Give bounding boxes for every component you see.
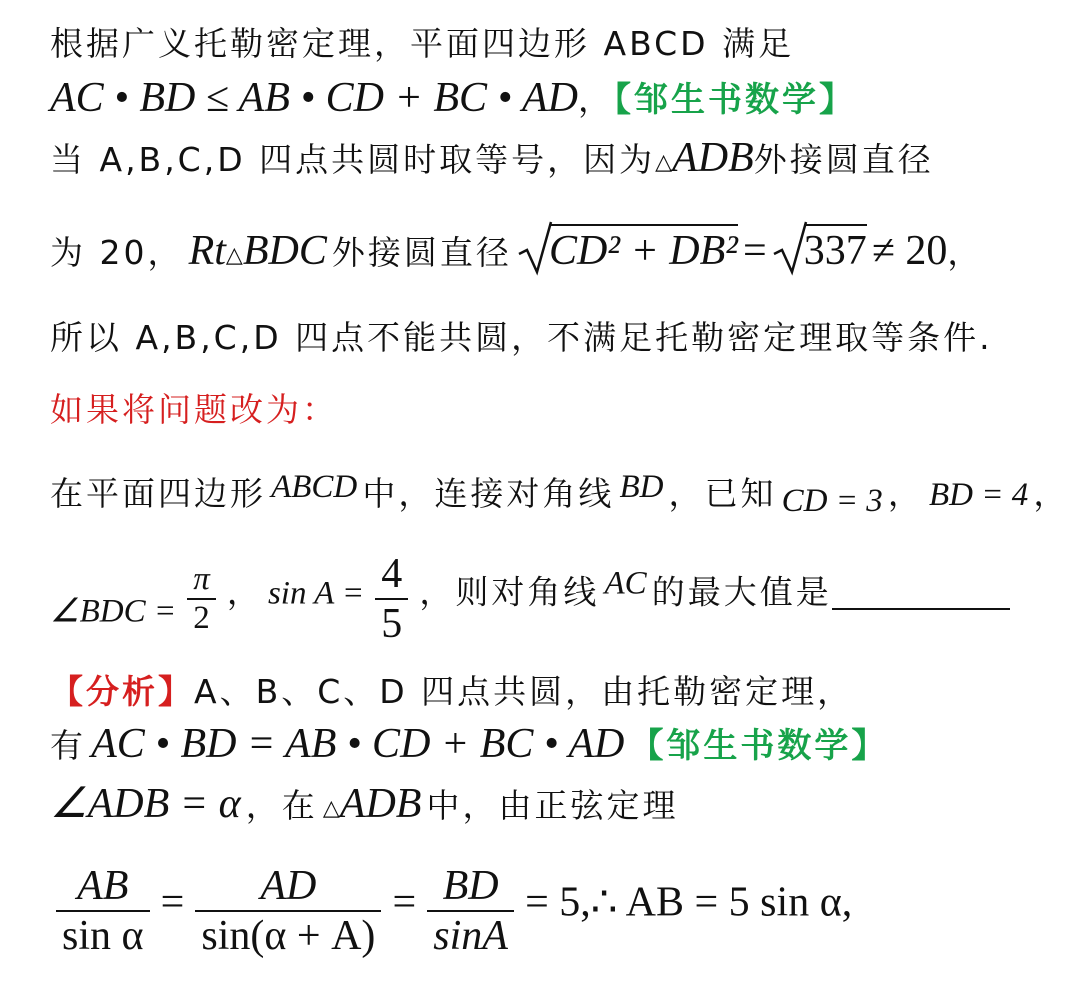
triangle-adb: △ADB [655, 135, 754, 181]
given-cd: CD = 3 [781, 483, 883, 519]
text-segment: 的最大值是 [651, 572, 832, 612]
fraction-pi-over-2: $\frac{\pi}{2}$ [187, 561, 216, 637]
text-line-9 [50, 666, 853, 713]
text-segment: 为 20， [50, 233, 184, 272]
rt-triangle-bdc: Rt△BDC [188, 228, 327, 274]
angle-bdc: ∠BDC = [50, 593, 177, 630]
text-line-1: 根据广义托勒密定理，平面四边形 ABCD 满足 [50, 24, 795, 63]
problem-variant-heading: 如果将问题改为： [50, 390, 338, 429]
text-line-7 [50, 468, 1069, 520]
text-line-4 [50, 220, 983, 276]
punctuation: ， [947, 233, 984, 272]
text-line-11 [50, 778, 679, 828]
text-line-10 [50, 718, 888, 768]
diagonal-bd: BD [619, 469, 664, 505]
watermark-label: 【邹生书数学】 [629, 726, 889, 766]
text-segment: 当 A,B,C,D 四点共圆时取等号，因为 [50, 140, 656, 179]
text-line-2: AC • BD ≤ AB • CD + BC • AD，【邹生书数学】 [50, 75, 856, 121]
text-line-3 [50, 134, 934, 182]
text-segment: A、B、C、D 四点共圆，由托勒密定理， [194, 672, 854, 711]
radical-sign [772, 220, 808, 276]
radicand-cd-db: CD² + DB² [549, 224, 738, 274]
diagonal-ac: AC [604, 565, 647, 602]
fraction-ad-sin-alpha-plus-a: $\frac{AD}{\sin(\alpha + A)}$ [195, 862, 381, 960]
text-segment: ，已知 [668, 474, 777, 513]
radicand-337: 337 [804, 224, 867, 274]
text-segment: 外接圆直径 [753, 140, 934, 179]
conclusion-ab: = 5,∴ AB = 5 sin α, [525, 879, 853, 926]
analysis-tag: 【分析】 [50, 672, 194, 711]
text-segment: ，则对角线 [419, 572, 600, 612]
punctuation: ， [226, 572, 263, 612]
text-segment: 在平面四边形 [50, 474, 266, 513]
ptolemy-equality: AC • BD = AB • CD + BC • AD [91, 721, 625, 767]
punctuation: ， [887, 474, 924, 513]
text-line-8 [50, 550, 1010, 648]
law-of-sines-equation: $\frac{AB}{\text{sin α}}$ = $\frac{AD}{\sin(\alpha + A)}$ = $\frac{BD}{\sin A}$ = 5,∴ AB = 5 sin α, [50, 862, 852, 960]
sin-a: sin A = [267, 575, 365, 612]
answer-blank[interactable] [832, 574, 1010, 610]
equals-sign: = [742, 228, 767, 274]
punctuation: ， [1033, 474, 1070, 513]
triangle-adb: △ADB [322, 781, 422, 827]
text-segment: 中，连接对角线 [362, 474, 615, 513]
fraction-bd-sina: $\frac{BD}{\sin A}$ [427, 862, 514, 960]
fraction-ab-sin-alpha: $\frac{AB}{\text{sin α}}$ [56, 862, 150, 960]
text-segment: 中，由正弦定理 [426, 786, 679, 825]
text-segment: 外接圆直径 [331, 233, 512, 272]
text-segment: ，在 [245, 786, 318, 825]
quad-abcd: ABCD [271, 469, 358, 505]
fraction-4-over-5: $\frac{4}{5}$ [375, 550, 408, 648]
ptolemy-inequality: AC • BD ≤ AB • CD + BC • AD [50, 75, 578, 121]
radical-sign [517, 220, 553, 276]
given-bd: BD = 4 [928, 477, 1029, 513]
text-segment: 有 [50, 726, 86, 765]
watermark-label: 【邹生书数学】 [613, 80, 856, 120]
not-equal-20: ≠ 20 [871, 228, 948, 274]
text-line-5: 所以 A,B,C,D 四点不能共圆，不满足托勒密定理取等条件. [50, 318, 993, 357]
angle-adb-alpha: ∠ADB = α [50, 781, 241, 827]
